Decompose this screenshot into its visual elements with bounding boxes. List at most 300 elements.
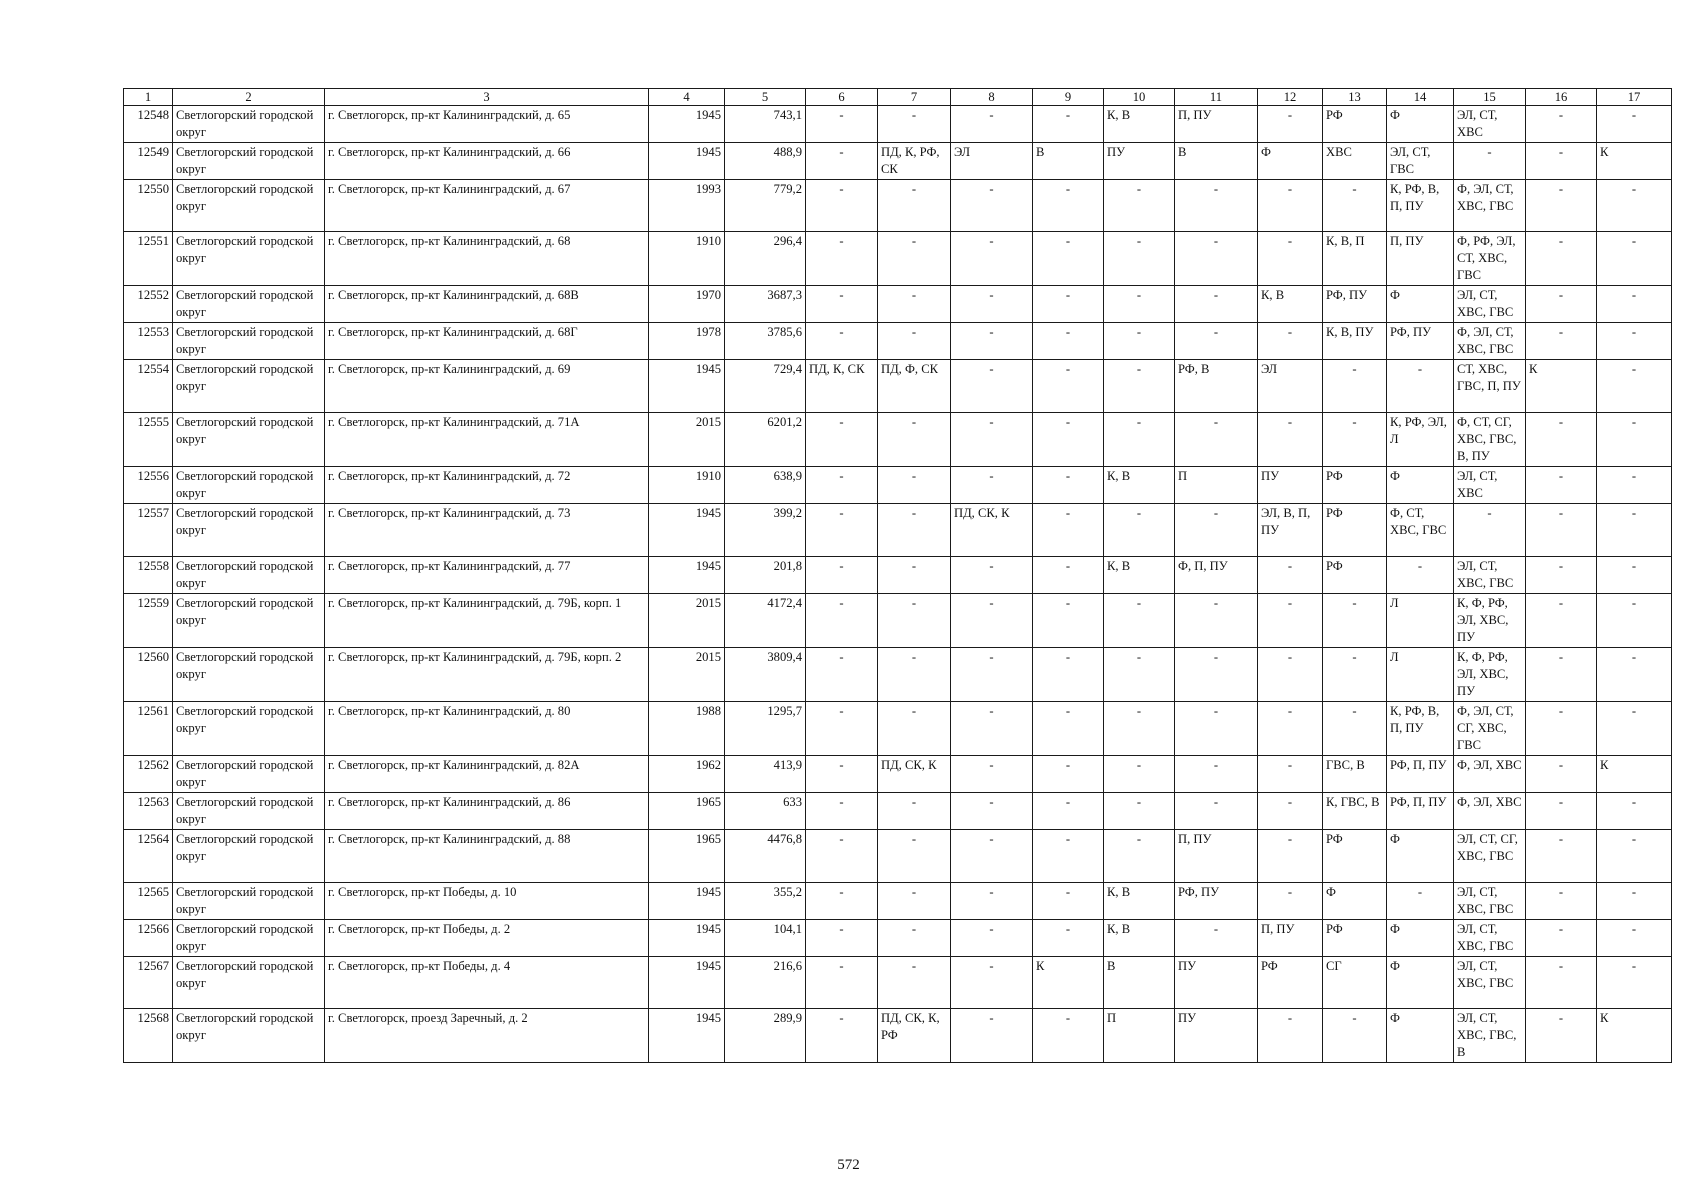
table-cell-col-17: -	[1597, 360, 1672, 413]
table-cell-col-3: г. Светлогорск, пр-кт Калининградский, д. 72	[325, 467, 649, 504]
table-cell-col-15: ЭЛ, СТ, СГ, ХВС, ГВС	[1454, 830, 1526, 883]
table-cell-col-17: -	[1597, 957, 1672, 1009]
table-cell-col-12: -	[1258, 323, 1323, 360]
table-cell-col-6: -	[806, 106, 878, 143]
table-cell-col-14: Ф, СТ, ХВС, ГВС	[1387, 504, 1454, 557]
table-cell-col-6: -	[806, 957, 878, 1009]
table-cell-col-13: РФ	[1323, 557, 1387, 594]
table-cell-col-16: -	[1526, 702, 1597, 756]
table-cell-col-8: -	[951, 106, 1033, 143]
table-cell-col-3: г. Светлогорск, проезд Заречный, д. 2	[325, 1009, 649, 1063]
table-cell-col-12: -	[1258, 180, 1323, 232]
table-cell-col-13: Ф	[1323, 883, 1387, 920]
table-cell-col-6: -	[806, 413, 878, 467]
table-cell-col-8: -	[951, 180, 1033, 232]
table-cell-col-9: К	[1033, 957, 1104, 1009]
table-cell-col-17: -	[1597, 702, 1672, 756]
table-cell-col-5: 399,2	[725, 504, 806, 557]
column-header-9: 9	[1033, 89, 1104, 106]
table-cell-col-7: -	[878, 957, 951, 1009]
table-cell-col-9: -	[1033, 413, 1104, 467]
table-cell-col-14: К, РФ, В, П, ПУ	[1387, 180, 1454, 232]
table-cell-col-16: -	[1526, 594, 1597, 648]
table-cell-col-16: -	[1526, 648, 1597, 702]
table-cell-col-3: г. Светлогорск, пр-кт Калининградский, д. 86	[325, 793, 649, 830]
table-cell-col-12: -	[1258, 830, 1323, 883]
table-cell-col-13: СГ	[1323, 957, 1387, 1009]
table-cell-col-11: -	[1175, 756, 1258, 793]
table-cell-col-10: К, В	[1104, 920, 1175, 957]
table-cell-col-2: Светлогорский городской округ	[173, 648, 325, 702]
table-cell-col-12: К, В	[1258, 286, 1323, 323]
column-header-3: 3	[325, 89, 649, 106]
table-cell-col-9: -	[1033, 830, 1104, 883]
table-body	[124, 106, 1672, 1063]
table-cell-col-6: ПД, К, СК	[806, 360, 878, 413]
table-cell-col-10: К, В	[1104, 467, 1175, 504]
table-cell-col-13: -	[1323, 413, 1387, 467]
table-cell-col-12: -	[1258, 756, 1323, 793]
table-cell-col-5: 413,9	[725, 756, 806, 793]
table-row	[124, 793, 1672, 830]
table-cell-col-17: -	[1597, 413, 1672, 467]
table-cell-col-6: -	[806, 467, 878, 504]
table-cell-col-15: Ф, РФ, ЭЛ, СТ, ХВС, ГВС	[1454, 232, 1526, 286]
table-cell-col-3: г. Светлогорск, пр-кт Калининградский, д. 68В	[325, 286, 649, 323]
table-cell-col-14: РФ, П, ПУ	[1387, 756, 1454, 793]
table-cell-col-11: -	[1175, 286, 1258, 323]
table-cell-col-17: -	[1597, 106, 1672, 143]
table-cell-col-1: 12564	[124, 830, 173, 883]
table-cell-col-5: 3809,4	[725, 648, 806, 702]
table-cell-col-15: ЭЛ, СТ, ХВС	[1454, 106, 1526, 143]
table-cell-col-14: К, РФ, В, П, ПУ	[1387, 702, 1454, 756]
table-cell-col-7: -	[878, 920, 951, 957]
table-cell-col-7: ПД, Ф, СК	[878, 360, 951, 413]
table-cell-col-15: К, Ф, РФ, ЭЛ, ХВС, ПУ	[1454, 594, 1526, 648]
table-cell-col-1: 12562	[124, 756, 173, 793]
table-cell-col-8: -	[951, 232, 1033, 286]
table-cell-col-6: -	[806, 557, 878, 594]
table-cell-col-4: 1945	[649, 1009, 725, 1063]
table-cell-col-10: К, В	[1104, 883, 1175, 920]
table-cell-col-1: 12553	[124, 323, 173, 360]
table-row	[124, 957, 1672, 1009]
table-cell-col-7: -	[878, 594, 951, 648]
table-cell-col-15: Ф, ЭЛ, СТ, ХВС, ГВС	[1454, 180, 1526, 232]
table-cell-col-6: -	[806, 920, 878, 957]
table-row	[124, 323, 1672, 360]
column-header-11: 11	[1175, 89, 1258, 106]
table-cell-col-1: 12559	[124, 594, 173, 648]
table-cell-col-1: 12568	[124, 1009, 173, 1063]
table-cell-col-8: ЭЛ	[951, 143, 1033, 180]
table-cell-col-1: 12560	[124, 648, 173, 702]
table-cell-col-17: -	[1597, 180, 1672, 232]
table-cell-col-9: -	[1033, 1009, 1104, 1063]
table-cell-col-11: РФ, В	[1175, 360, 1258, 413]
table-cell-col-5: 633	[725, 793, 806, 830]
table-cell-col-10: -	[1104, 702, 1175, 756]
table-cell-col-1: 12563	[124, 793, 173, 830]
table-row	[124, 756, 1672, 793]
table-cell-col-15: ЭЛ, СТ, ХВС, ГВС	[1454, 883, 1526, 920]
table-cell-col-11: РФ, ПУ	[1175, 883, 1258, 920]
table-row	[124, 830, 1672, 883]
table-cell-col-11: -	[1175, 594, 1258, 648]
table-cell-col-11: П, ПУ	[1175, 106, 1258, 143]
table-cell-col-2: Светлогорский городской округ	[173, 504, 325, 557]
table-cell-col-12: -	[1258, 1009, 1323, 1063]
table-cell-col-9: В	[1033, 143, 1104, 180]
table-cell-col-6: -	[806, 830, 878, 883]
table-cell-col-16: -	[1526, 180, 1597, 232]
table-cell-col-15: Ф, ЭЛ, СТ, ХВС, ГВС	[1454, 323, 1526, 360]
table-cell-col-13: РФ	[1323, 920, 1387, 957]
table-cell-col-17: -	[1597, 467, 1672, 504]
table-cell-col-11: Ф, П, ПУ	[1175, 557, 1258, 594]
table-cell-col-6: -	[806, 180, 878, 232]
table-cell-col-5: 4476,8	[725, 830, 806, 883]
table-cell-col-4: 1945	[649, 883, 725, 920]
table-cell-col-11: ПУ	[1175, 1009, 1258, 1063]
table-cell-col-6: -	[806, 648, 878, 702]
table-cell-col-8: -	[951, 830, 1033, 883]
table-cell-col-14: Л	[1387, 594, 1454, 648]
table-cell-col-4: 1945	[649, 143, 725, 180]
table-cell-col-5: 638,9	[725, 467, 806, 504]
table-cell-col-4: 1970	[649, 286, 725, 323]
table-cell-col-4: 2015	[649, 413, 725, 467]
table-cell-col-4: 1945	[649, 920, 725, 957]
table-cell-col-8: -	[951, 413, 1033, 467]
table-cell-col-6: -	[806, 702, 878, 756]
table-cell-col-7: ПД, К, РФ, СК	[878, 143, 951, 180]
table-cell-col-15: ЭЛ, СТ, ХВС, ГВС	[1454, 286, 1526, 323]
table-cell-col-9: -	[1033, 106, 1104, 143]
table-cell-col-4: 1993	[649, 180, 725, 232]
table-cell-col-11: -	[1175, 793, 1258, 830]
table-cell-col-3: г. Светлогорск, пр-кт Калининградский, д. 80	[325, 702, 649, 756]
table-cell-col-9: -	[1033, 756, 1104, 793]
column-header-4: 4	[649, 89, 725, 106]
table-cell-col-8: -	[951, 594, 1033, 648]
table-cell-col-15: Ф, ЭЛ, СТ, СГ, ХВС, ГВС	[1454, 702, 1526, 756]
table-cell-col-8: -	[951, 323, 1033, 360]
table-cell-col-10: К, В	[1104, 557, 1175, 594]
table-cell-col-13: РФ	[1323, 504, 1387, 557]
table-cell-col-15: ЭЛ, СТ, ХВС, ГВС, В	[1454, 1009, 1526, 1063]
table-cell-col-7: ПД, СК, К	[878, 756, 951, 793]
table-cell-col-9: -	[1033, 648, 1104, 702]
table-cell-col-12: Ф	[1258, 143, 1323, 180]
table-cell-col-7: -	[878, 883, 951, 920]
table-cell-col-4: 1988	[649, 702, 725, 756]
table-cell-col-6: -	[806, 793, 878, 830]
column-header-6: 6	[806, 89, 878, 106]
table-cell-col-13: РФ	[1323, 467, 1387, 504]
table-cell-col-8: -	[951, 1009, 1033, 1063]
table-cell-col-7: -	[878, 504, 951, 557]
table-cell-col-1: 12555	[124, 413, 173, 467]
table-row	[124, 232, 1672, 286]
table-cell-col-6: -	[806, 883, 878, 920]
table-cell-col-17: -	[1597, 793, 1672, 830]
table-cell-col-9: -	[1033, 232, 1104, 286]
table-cell-col-8: -	[951, 702, 1033, 756]
table-cell-col-13: РФ, ПУ	[1323, 286, 1387, 323]
table-cell-col-10: -	[1104, 232, 1175, 286]
table-cell-col-9: -	[1033, 594, 1104, 648]
table-cell-col-16: -	[1526, 957, 1597, 1009]
table-cell-col-2: Светлогорский городской округ	[173, 180, 325, 232]
table-cell-col-9: -	[1033, 286, 1104, 323]
table-cell-col-16: -	[1526, 756, 1597, 793]
table-cell-col-5: 743,1	[725, 106, 806, 143]
table-cell-col-8: -	[951, 920, 1033, 957]
table-row	[124, 883, 1672, 920]
table-cell-col-10: -	[1104, 830, 1175, 883]
table-cell-col-11: П	[1175, 467, 1258, 504]
table-cell-col-10: -	[1104, 504, 1175, 557]
table-cell-col-15: ЭЛ, СТ, ХВС	[1454, 467, 1526, 504]
table-cell-col-1: 12548	[124, 106, 173, 143]
table-cell-col-9: -	[1033, 360, 1104, 413]
table-cell-col-2: Светлогорский городской округ	[173, 360, 325, 413]
table-cell-col-3: г. Светлогорск, пр-кт Калининградский, д. 67	[325, 180, 649, 232]
table-cell-col-16: К	[1526, 360, 1597, 413]
table-cell-col-10: -	[1104, 793, 1175, 830]
column-header-1: 1	[124, 89, 173, 106]
table-cell-col-7: -	[878, 467, 951, 504]
table-cell-col-2: Светлогорский городской округ	[173, 467, 325, 504]
table-cell-col-17: -	[1597, 323, 1672, 360]
table-cell-col-12: ЭЛ	[1258, 360, 1323, 413]
table-cell-col-16: -	[1526, 1009, 1597, 1063]
table-cell-col-8: -	[951, 648, 1033, 702]
table-cell-col-11: В	[1175, 143, 1258, 180]
table-cell-col-17: -	[1597, 557, 1672, 594]
table-cell-col-14: -	[1387, 883, 1454, 920]
table-cell-col-15: К, Ф, РФ, ЭЛ, ХВС, ПУ	[1454, 648, 1526, 702]
table-cell-col-2: Светлогорский городской округ	[173, 323, 325, 360]
table-cell-col-14: РФ, ПУ	[1387, 323, 1454, 360]
table-cell-col-1: 12556	[124, 467, 173, 504]
table-cell-col-5: 6201,2	[725, 413, 806, 467]
table-cell-col-11: -	[1175, 323, 1258, 360]
table-cell-col-12: П, ПУ	[1258, 920, 1323, 957]
table-cell-col-5: 488,9	[725, 143, 806, 180]
table-cell-col-12: -	[1258, 702, 1323, 756]
table-cell-col-4: 1945	[649, 957, 725, 1009]
table-cell-col-10: П	[1104, 1009, 1175, 1063]
table-cell-col-11: -	[1175, 413, 1258, 467]
table-cell-col-14: П, ПУ	[1387, 232, 1454, 286]
table-cell-col-6: -	[806, 323, 878, 360]
column-header-12: 12	[1258, 89, 1323, 106]
table-cell-col-12: -	[1258, 594, 1323, 648]
table-cell-col-7: -	[878, 232, 951, 286]
column-header-15: 15	[1454, 89, 1526, 106]
table-cell-col-5: 296,4	[725, 232, 806, 286]
table-cell-col-12: -	[1258, 106, 1323, 143]
table-cell-col-15: Ф, ЭЛ, ХВС	[1454, 793, 1526, 830]
table-cell-col-7: -	[878, 323, 951, 360]
table-cell-col-4: 1945	[649, 360, 725, 413]
table-cell-col-7: -	[878, 286, 951, 323]
table-cell-col-7: ПД, СК, К, РФ	[878, 1009, 951, 1063]
table-cell-col-1: 12557	[124, 504, 173, 557]
table-row	[124, 413, 1672, 467]
table-cell-col-11: ПУ	[1175, 957, 1258, 1009]
table-cell-col-3: г. Светлогорск, пр-кт Калининградский, д. 73	[325, 504, 649, 557]
column-header-7: 7	[878, 89, 951, 106]
table-cell-col-11: -	[1175, 180, 1258, 232]
column-header-16: 16	[1526, 89, 1597, 106]
table-cell-col-2: Светлогорский городской округ	[173, 793, 325, 830]
table-cell-col-8: ПД, СК, К	[951, 504, 1033, 557]
table-cell-col-12: ЭЛ, В, П, ПУ	[1258, 504, 1323, 557]
table-row	[124, 920, 1672, 957]
table-cell-col-1: 12558	[124, 557, 173, 594]
table-cell-col-13: -	[1323, 594, 1387, 648]
table-cell-col-5: 729,4	[725, 360, 806, 413]
table-cell-col-15: СТ, ХВС, ГВС, П, ПУ	[1454, 360, 1526, 413]
table-cell-col-14: ЭЛ, СТ, ГВС	[1387, 143, 1454, 180]
table-cell-col-16: -	[1526, 920, 1597, 957]
table-row	[124, 594, 1672, 648]
table-row	[124, 504, 1672, 557]
table-cell-col-14: РФ, П, ПУ	[1387, 793, 1454, 830]
table-cell-col-6: -	[806, 594, 878, 648]
table-cell-col-8: -	[951, 467, 1033, 504]
table-cell-col-11: -	[1175, 702, 1258, 756]
table-cell-col-4: 1945	[649, 504, 725, 557]
table-cell-col-4: 2015	[649, 648, 725, 702]
table-cell-col-11: -	[1175, 648, 1258, 702]
table-cell-col-15: Ф, ЭЛ, ХВС	[1454, 756, 1526, 793]
table-cell-col-10: ПУ	[1104, 143, 1175, 180]
table-cell-col-4: 1962	[649, 756, 725, 793]
table-cell-col-6: -	[806, 286, 878, 323]
header-row	[124, 89, 1672, 106]
table-cell-col-3: г. Светлогорск, пр-кт Калининградский, д. 68Г	[325, 323, 649, 360]
table-cell-col-8: -	[951, 883, 1033, 920]
column-header-13: 13	[1323, 89, 1387, 106]
table-cell-col-8: -	[951, 793, 1033, 830]
table-row	[124, 106, 1672, 143]
table-cell-col-10: -	[1104, 594, 1175, 648]
table-cell-col-16: -	[1526, 467, 1597, 504]
table-cell-col-2: Светлогорский городской округ	[173, 413, 325, 467]
table-cell-col-15: -	[1454, 143, 1526, 180]
table-cell-col-9: -	[1033, 793, 1104, 830]
table-cell-col-4: 1945	[649, 106, 725, 143]
table-cell-col-9: -	[1033, 180, 1104, 232]
table-cell-col-10: -	[1104, 756, 1175, 793]
table-cell-col-14: Ф	[1387, 920, 1454, 957]
table-cell-col-17: -	[1597, 286, 1672, 323]
table-cell-col-13: -	[1323, 360, 1387, 413]
column-header-2: 2	[173, 89, 325, 106]
table-cell-col-10: -	[1104, 413, 1175, 467]
table-cell-col-16: -	[1526, 143, 1597, 180]
table-cell-col-5: 201,8	[725, 557, 806, 594]
table-cell-col-13: ГВС, В	[1323, 756, 1387, 793]
table-cell-col-17: -	[1597, 504, 1672, 557]
table-cell-col-17: -	[1597, 232, 1672, 286]
table-cell-col-9: -	[1033, 920, 1104, 957]
table-cell-col-14: Ф	[1387, 830, 1454, 883]
table-cell-col-2: Светлогорский городской округ	[173, 557, 325, 594]
table-cell-col-1: 12567	[124, 957, 173, 1009]
table-cell-col-15: -	[1454, 504, 1526, 557]
table-cell-col-4: 1945	[649, 557, 725, 594]
table-cell-col-12: -	[1258, 557, 1323, 594]
table-cell-col-12: ПУ	[1258, 467, 1323, 504]
table-cell-col-10: -	[1104, 323, 1175, 360]
table-cell-col-10: -	[1104, 180, 1175, 232]
table-cell-col-8: -	[951, 286, 1033, 323]
table-cell-col-5: 289,9	[725, 1009, 806, 1063]
table-cell-col-3: г. Светлогорск, пр-кт Победы, д. 2	[325, 920, 649, 957]
table-cell-col-16: -	[1526, 286, 1597, 323]
table-cell-col-7: -	[878, 557, 951, 594]
table-cell-col-10: -	[1104, 360, 1175, 413]
table-cell-col-2: Светлогорский городской округ	[173, 1009, 325, 1063]
table-cell-col-3: г. Светлогорск, пр-кт Калининградский, д. 88	[325, 830, 649, 883]
table-cell-col-12: -	[1258, 413, 1323, 467]
table-cell-col-5: 4172,4	[725, 594, 806, 648]
table-cell-col-13: К, В, П	[1323, 232, 1387, 286]
table-cell-col-4: 1978	[649, 323, 725, 360]
table-cell-col-7: -	[878, 648, 951, 702]
table-cell-col-3: г. Светлогорск, пр-кт Победы, д. 4	[325, 957, 649, 1009]
table-cell-col-7: -	[878, 702, 951, 756]
table-cell-col-9: -	[1033, 467, 1104, 504]
table-cell-col-17: -	[1597, 594, 1672, 648]
table-cell-col-15: ЭЛ, СТ, ХВС, ГВС	[1454, 557, 1526, 594]
table-cell-col-15: Ф, СТ, СГ, ХВС, ГВС, В, ПУ	[1454, 413, 1526, 467]
table-cell-col-17: -	[1597, 648, 1672, 702]
table-cell-col-13: РФ	[1323, 106, 1387, 143]
table-row	[124, 360, 1672, 413]
table-cell-col-5: 1295,7	[725, 702, 806, 756]
table-cell-col-13: -	[1323, 648, 1387, 702]
table-cell-col-8: -	[951, 360, 1033, 413]
table-cell-col-4: 1910	[649, 232, 725, 286]
table-cell-col-12: -	[1258, 793, 1323, 830]
table-row	[124, 143, 1672, 180]
table-cell-col-3: г. Светлогорск, пр-кт Калининградский, д. 79Б, корп. 1	[325, 594, 649, 648]
table-cell-col-12: -	[1258, 648, 1323, 702]
table-cell-col-9: -	[1033, 504, 1104, 557]
table-cell-col-1: 12554	[124, 360, 173, 413]
table-cell-col-6: -	[806, 143, 878, 180]
table-cell-col-3: г. Светлогорск, пр-кт Победы, д. 10	[325, 883, 649, 920]
table-cell-col-3: г. Светлогорск, пр-кт Калининградский, д. 79Б, корп. 2	[325, 648, 649, 702]
table-cell-col-13: -	[1323, 702, 1387, 756]
column-header-10: 10	[1104, 89, 1175, 106]
column-header-14: 14	[1387, 89, 1454, 106]
table-cell-col-4: 1910	[649, 467, 725, 504]
table-cell-col-14: Ф	[1387, 957, 1454, 1009]
table-cell-col-14: -	[1387, 360, 1454, 413]
table-cell-col-1: 12566	[124, 920, 173, 957]
table-cell-col-6: -	[806, 504, 878, 557]
table-cell-col-2: Светлогорский городской округ	[173, 957, 325, 1009]
table-cell-col-17: К	[1597, 756, 1672, 793]
